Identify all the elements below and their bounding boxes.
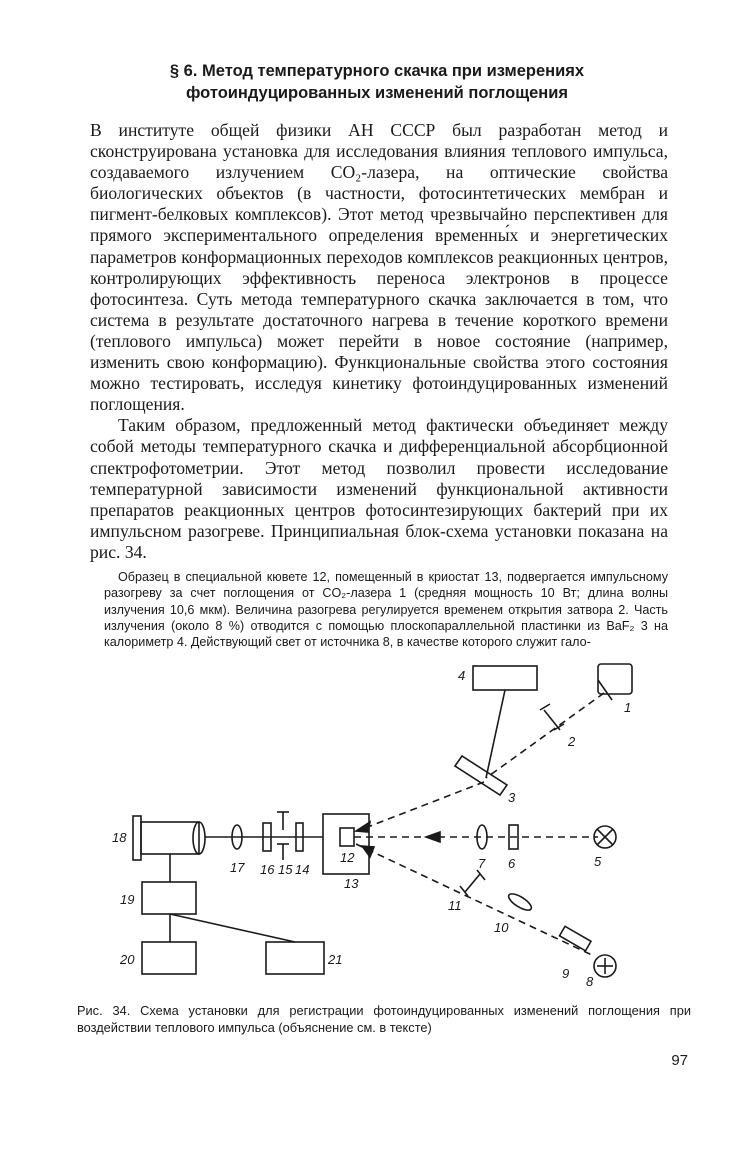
section-title-line-2: фотоиндуцированных изменений поглощения	[185, 84, 569, 102]
label-14: 14	[295, 862, 310, 877]
actinic-beam	[356, 844, 594, 956]
label-13: 13	[344, 876, 359, 891]
setup-schematic	[100, 660, 690, 1000]
label-7: 7	[478, 856, 486, 871]
paragraph-2: Таким образом, предложенный метод фактически объединяет между собой методы температурного скачка и дифференциальной абсорбционной спектрофотометрии. Этот метод позволил провести исследование температурной зависимости изменений функциональной активности препаратов реакционных центров фотосинтезирующих бактерий при их импульсном разогреве. Принципиальная блок-схема установки показана на рис. 34.	[90, 415, 668, 562]
label-11: 11	[448, 898, 462, 913]
lamp-8-icon	[594, 955, 616, 977]
calorimeter-box	[473, 666, 537, 690]
section-heading	[0, 60, 754, 104]
label-3: 3	[508, 790, 516, 805]
label-21: 21	[328, 952, 343, 967]
label-1: 1	[624, 700, 632, 715]
cryostat-box	[323, 814, 369, 874]
label-10: 10	[494, 920, 509, 935]
label-4: 4	[458, 668, 466, 683]
block-20	[142, 942, 196, 974]
shutter-icon	[540, 704, 564, 730]
arrow-heating	[356, 822, 370, 832]
label-18: 18	[112, 830, 127, 845]
block-19	[142, 882, 196, 914]
label-6: 6	[508, 856, 516, 871]
block-21	[266, 942, 324, 974]
lens-10	[506, 891, 533, 913]
label-20: 20	[120, 952, 135, 967]
section-title-line-1: § 6. Метод температурного скачка при измерениях	[169, 62, 585, 80]
figure-34-diagram	[100, 660, 690, 1000]
label-12: 12	[340, 850, 355, 865]
photodetector-18	[133, 816, 205, 860]
small-paragraph: Образец в специальной кювете 12, помещенный в криостат 13, подвергается импульсному разогреву за счет поглощения от CO₂-лазера 1 (средняя мощность 10 Вт; длина волны излучения 10,6 мкм). Величина разогрева регулируется временем открытия затвора 2. Часть излучения (около 8 %) отводится с помощью плоскопараллельной пластинки из BaF₂ 3 на калориметр 4. Действующий свет от источника 8, в качестве которого служит гало-	[104, 570, 668, 650]
page-number: 97	[671, 1052, 688, 1069]
cuvette-box	[340, 828, 354, 846]
paragraph-1: В институте общей физики АН СССР был разработан метод и сконструирована установка для исследования влияния теплового импульса, создаваемого излучением CO₂-лазера, на оптические свойства биологических объектов (в частности, фотосинтетических мембран и пигмент-белковых комплексов). Этот метод чрезвычайно перспективен для прямого экспериментального определения временны́х и энергетических параметров конформационных переходов комплексов реакционных центров, контролирующих эффективность переноса электронов в процессе фотосинтеза. Суть метода температурного скачка заключается в том, что система в результате достаточного нагрева в течение короткого времени (теплового импульса) может перейти в новое состояние (например, изменить свою конформацию). Функциональные свойства этого состояния можно тестировать, исследуя кинетику фотоиндуцированных изменений поглощения.	[90, 120, 668, 415]
label-2: 2	[568, 734, 576, 749]
label-8: 8	[586, 974, 594, 989]
laser-beam	[486, 693, 604, 778]
arrow-actinic	[362, 846, 374, 857]
heating-beam	[360, 782, 484, 830]
arrow-probe	[426, 832, 440, 842]
label-19: 19	[120, 892, 135, 907]
baf2-plate	[455, 756, 507, 795]
small-print-text	[104, 569, 668, 650]
label-17: 17	[230, 860, 245, 875]
label-16: 16	[260, 862, 275, 877]
calorimeter-beam	[486, 690, 505, 778]
label-9: 9	[562, 966, 570, 981]
label-15: 15	[278, 862, 293, 877]
shutter-11-icon	[460, 870, 485, 896]
label-5: 5	[594, 854, 602, 869]
body-text	[90, 120, 668, 563]
figure-caption: Рис. 34. Схема установки для регистрации фотоиндуцированных изменений поглощения при воздействии теплового импульса (объяснение см. в тексте)	[77, 1003, 691, 1035]
